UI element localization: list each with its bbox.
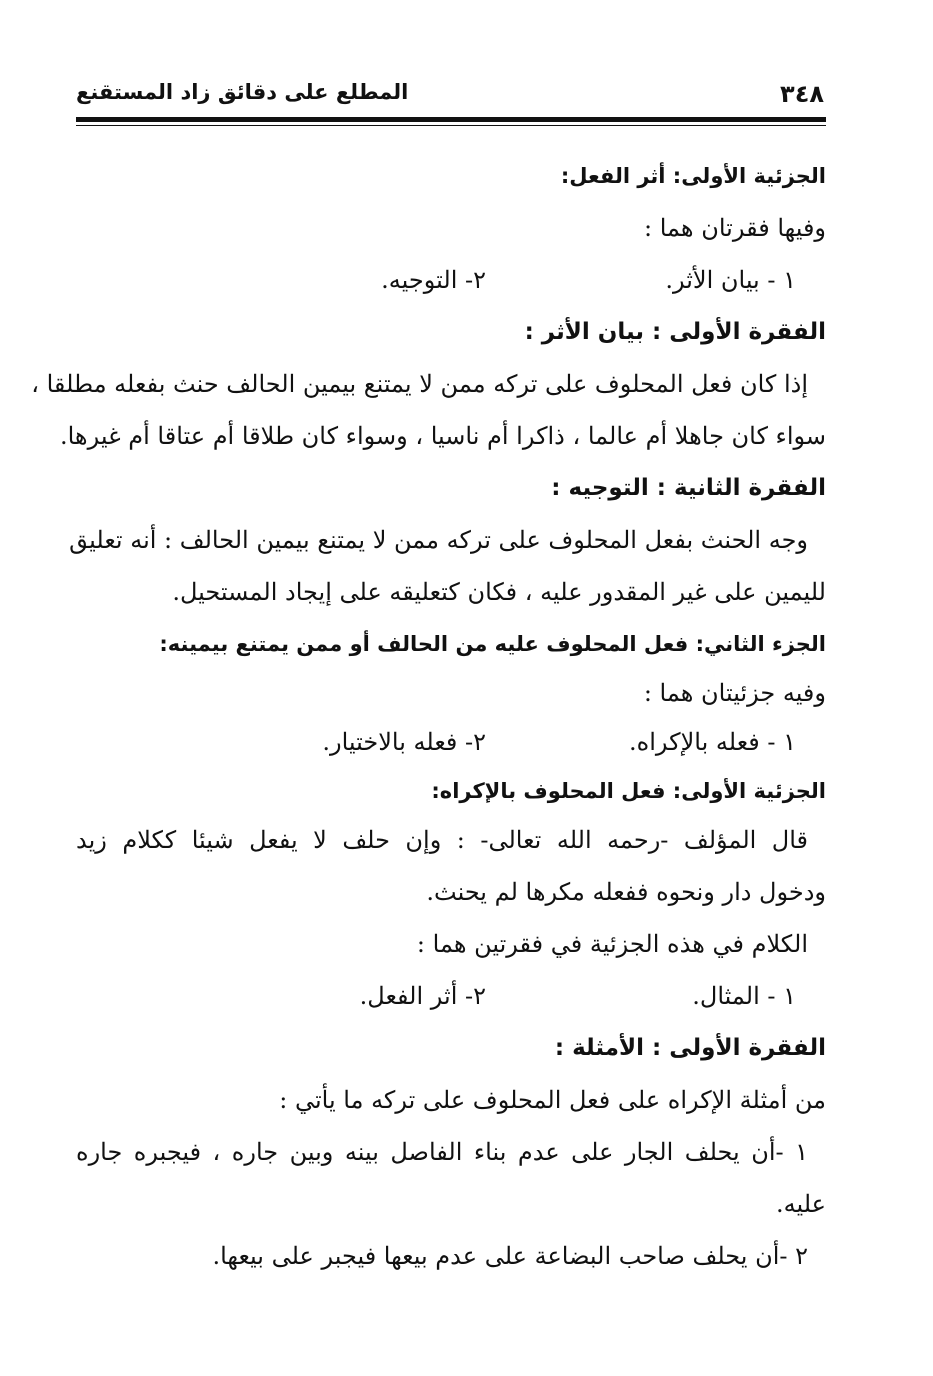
numbered-list xyxy=(76,254,826,306)
paragraph-line: إذا كان فعل المحلوف على تركه ممن لا يمتنع بيمين الحالف حنث بفعله مطلقا ، xyxy=(31,370,808,398)
page-body xyxy=(31,150,826,1282)
example-line: عليه. xyxy=(775,1190,826,1218)
paragraph-line: لليمين على غير المقدور عليه ، فكان كتعليقه على إيجاد المستحيل. xyxy=(172,578,826,606)
header-rule-thick xyxy=(76,117,826,122)
example-line: ٢ -أن يحلف صاحب البضاعة على عدم بيعها فيجبر على بيعها. xyxy=(212,1242,808,1270)
section-heading: الجزئية الأولى: أثر الفعل: xyxy=(560,164,826,188)
paragraph-line: قال المؤلف -رحمه الله تعالى- : وإن حلف لا يفعل شيئا ككلام زيد xyxy=(76,826,808,854)
section-heading: الفقرة الثانية : التوجيه : xyxy=(551,475,826,501)
list-item: ١ - المثال. xyxy=(692,982,796,1010)
paragraph-line: وجه الحنث بفعل المحلوف على تركه ممن لا يمتنع بيمين الحالف : أنه تعليق xyxy=(69,526,808,554)
section-heading: الفقرة الأولى : بيان الأثر : xyxy=(524,319,826,345)
paragraph-line: سواء كان جاهلا أم عالما ، ذاكرا أم ناسيا ، وسواء كان طلاقا أم عتاقا أم غيرها. xyxy=(59,422,826,450)
numbered-list xyxy=(76,970,826,1022)
list-item: ١ - فعله بالإكراه. xyxy=(629,728,796,756)
list-item: ٢- فعله بالاختيار. xyxy=(322,728,486,756)
section-heading: الجزء الثاني: فعل المحلوف عليه من الحالف أو ممن يمتنع بيمينه: xyxy=(159,632,826,656)
list-item: ١ - بيان الأثر. xyxy=(665,266,796,294)
example-line: ١ -أن يحلف الجار على عدم بناء الفاصل بينه وبين جاره ، فيجبره جاره xyxy=(76,1138,808,1166)
paragraph: وفيه جزئيتان هما : xyxy=(643,679,826,707)
page-number: ٣٤٨ xyxy=(780,80,824,108)
paragraph-line: ودخول دار ونحوه ففعله مكرها لم يحنث. xyxy=(426,878,826,906)
numbered-list xyxy=(76,716,826,768)
book-title: المطلع على دقائق زاد المستقنع xyxy=(76,80,409,104)
list-item: ٢- أثر الفعل. xyxy=(359,982,486,1010)
paragraph: وفيها فقرتان هما : xyxy=(644,214,826,242)
paragraph: الكلام في هذه الجزئية في فقرتين هما : xyxy=(416,930,808,958)
section-heading: الفقرة الأولى : الأمثلة : xyxy=(554,1035,826,1061)
header-rule-thin xyxy=(76,125,826,126)
section-heading: الجزئية الأولى: فعل المحلوف بالإكراه: xyxy=(431,779,826,803)
list-item: ٢- التوجيه. xyxy=(381,266,486,294)
page-header xyxy=(76,80,824,120)
paragraph: من أمثلة الإكراه على فعل المحلوف على تركه ما يأتي : xyxy=(279,1086,826,1114)
